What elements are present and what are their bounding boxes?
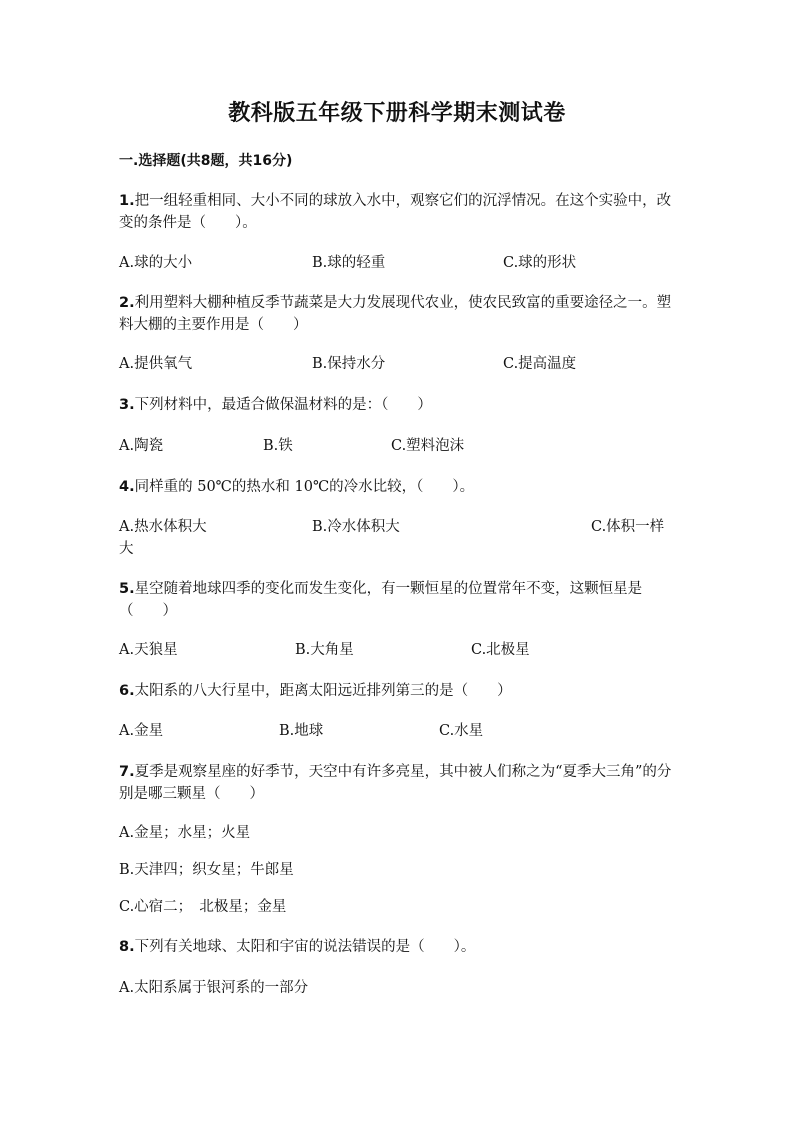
question-1 (119, 190, 679, 234)
question-number: 8. (119, 939, 135, 955)
question-text: 下列材料中，最适合做保温材料的是：（ ） (134, 397, 432, 413)
options-q6 (119, 720, 679, 742)
option-b: B.球的轻重 (312, 255, 386, 271)
option-c: C.提高温度 (503, 356, 577, 372)
question-text: 把一组轻重相同、大小不同的球放入水中，观察它们的沉浮情况。在这个实验中，改变的条件是（ ）。 (119, 193, 672, 231)
option-a: A.热水体积大 (119, 519, 207, 535)
question-text: 星空随着地球四季的变化而发生变化，有一颗恒星的位置常年不变，这颗恒星是（ ） (119, 581, 643, 619)
section-heading: 一.选择题(共8题，共16分) (119, 153, 293, 169)
question-number: 1. (119, 193, 135, 209)
option-c: C.体积一样 (591, 519, 665, 535)
option-c-wrap: 大 (119, 541, 134, 557)
option-c: C.北极星 (471, 642, 530, 658)
question-text: 利用塑料大棚种植反季节蔬菜是大力发展现代农业，使农民致富的重要途径之一。塑料大棚的主要作用是（ ） (119, 295, 672, 333)
options-q4 (119, 516, 679, 538)
option-a: A.金星 (119, 723, 164, 739)
option-b: B.保持水分 (312, 356, 386, 372)
option-b: B.铁 (263, 438, 293, 454)
question-4 (119, 476, 679, 498)
options-q3 (119, 435, 679, 457)
question-number: 7. (119, 764, 135, 780)
question-5 (119, 578, 679, 622)
option-b: B.大角星 (295, 642, 354, 658)
question-text: 同样重的 50℃的热水和 10℃的冷水比较，（ ）。 (134, 479, 475, 495)
option-a: A.陶瓷 (119, 438, 164, 454)
question-number: 4. (119, 479, 135, 495)
option-c: C.塑料泡沫 (391, 438, 465, 454)
option-c: C.水星 (439, 723, 484, 739)
question-number: 6. (119, 683, 135, 699)
option-a: A.金星；水星；火星 (119, 825, 251, 841)
option-b: B.地球 (279, 723, 324, 739)
option-b: B.天津四；织女星；牛郎星 (119, 862, 294, 878)
question-number: 3. (119, 397, 135, 413)
question-6 (119, 680, 679, 702)
options-q1 (119, 252, 679, 274)
option-a: A.太阳系属于银河系的一部分 (119, 980, 309, 996)
page-title: 教科版五年级下册科学期末测试卷 (228, 101, 566, 126)
option-b: B.冷水体积大 (312, 519, 400, 535)
options-q5 (119, 639, 679, 661)
option-a: A.提供氧气 (119, 356, 193, 372)
question-text: 下列有关地球、太阳和宇宙的说法错误的是（ ）。 (134, 939, 476, 955)
question-8 (119, 936, 679, 958)
option-c: C.心宿二； 北极星；金星 (119, 899, 287, 915)
question-text: 太阳系的八大行星中，距离太阳远近排列第三的是（ ） (134, 683, 512, 699)
options-q2 (119, 353, 679, 375)
question-number: 5. (119, 581, 135, 597)
option-a: A.天狼星 (119, 642, 178, 658)
question-2 (119, 292, 679, 336)
question-3 (119, 394, 679, 416)
question-number: 2. (119, 295, 135, 311)
question-text: 夏季是观察星座的好季节，天空中有许多亮星，其中被人们称之为“夏季大三角”的分别是哪三颗星（ ） (119, 764, 672, 802)
question-7 (119, 761, 679, 805)
option-a: A.球的大小 (119, 255, 193, 271)
option-c: C.球的形状 (503, 255, 577, 271)
